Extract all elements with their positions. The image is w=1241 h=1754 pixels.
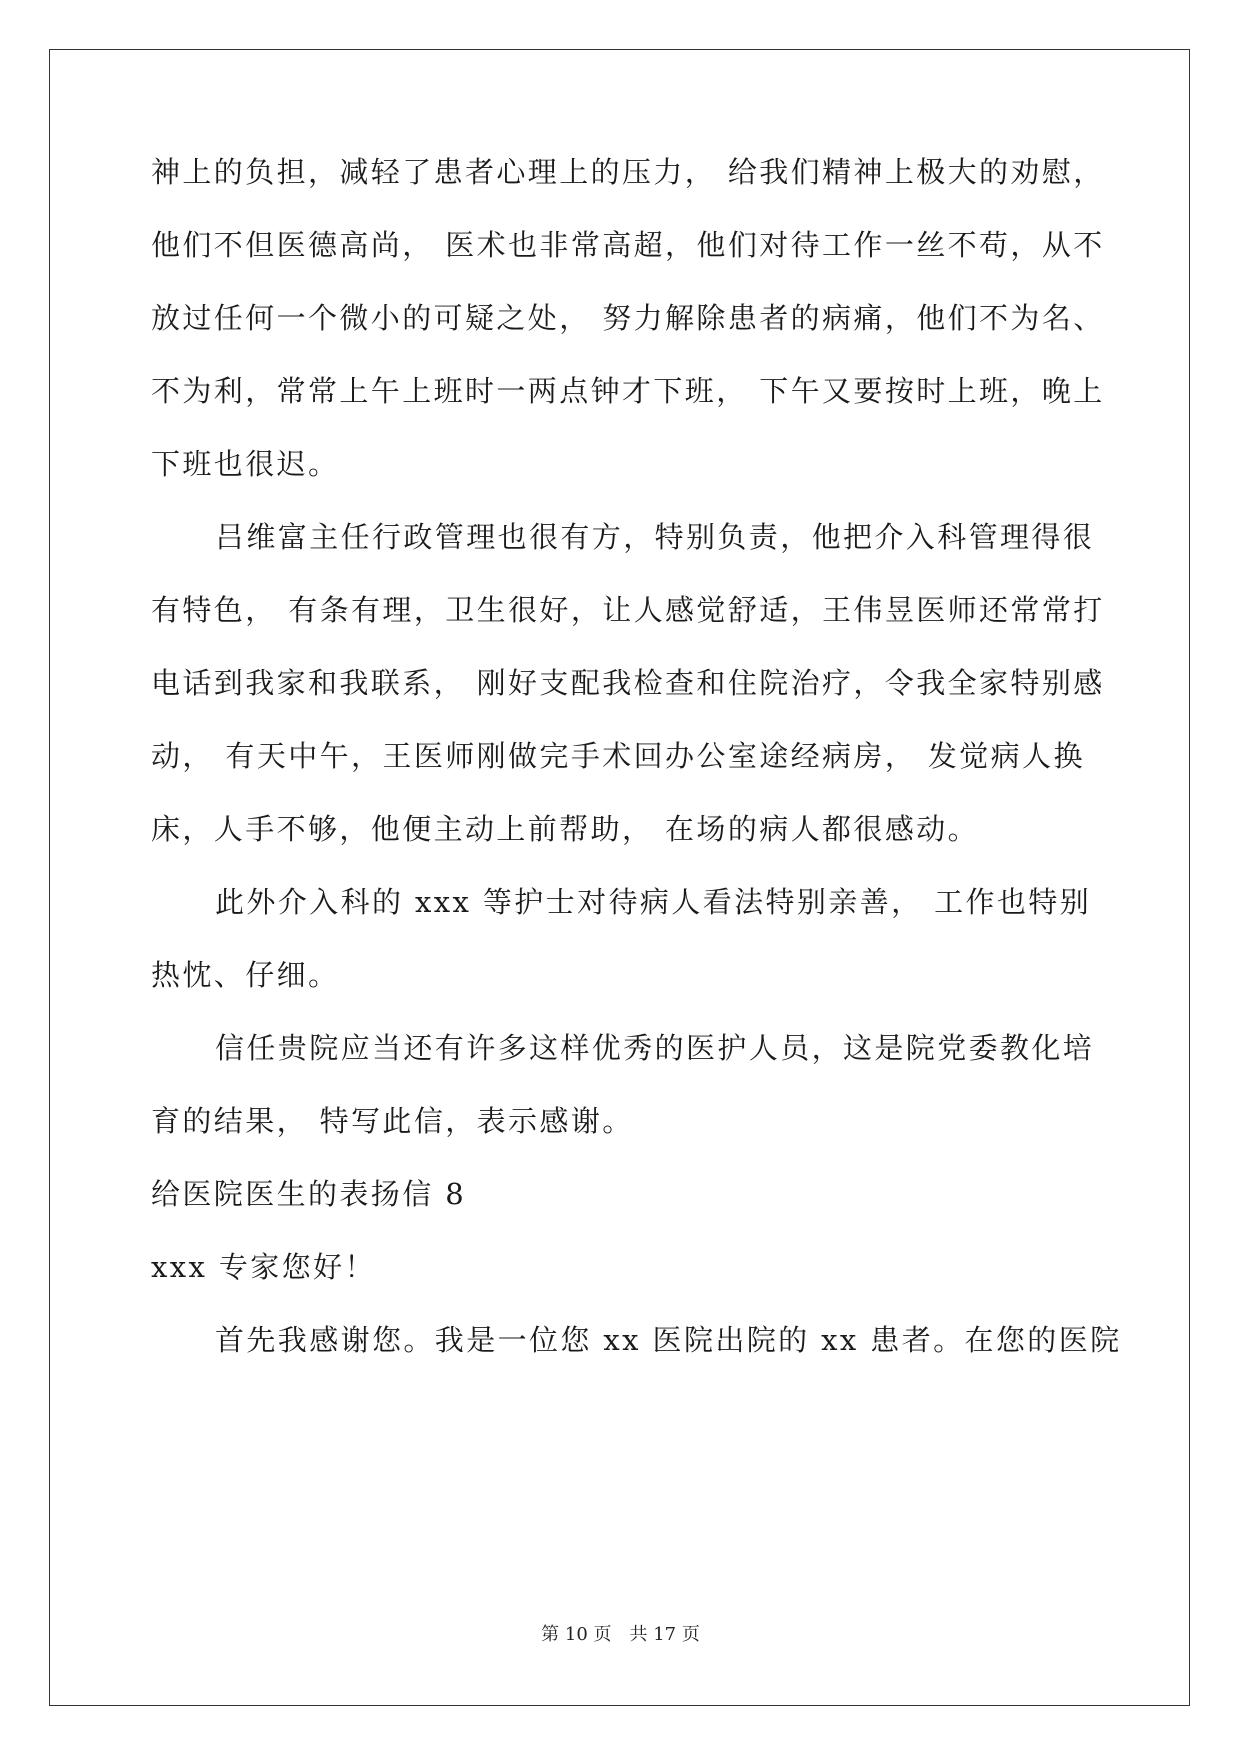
text-line: 放过任何一个微小的可疑之处， 努力解除患者的病痛，他们不为名、 [151, 301, 1105, 335]
text-line: 热忱、仔细。 [151, 958, 340, 992]
text-line: 下班也很迟。 [151, 447, 340, 481]
text-line: 电话到我家和我联系， 刚好支配我检查和住院治疗，令我全家特别感 [151, 666, 1105, 700]
page-number-current: 第 10 页 [541, 1624, 612, 1645]
section-heading: 给医院医生的表扬信 8 [151, 1177, 467, 1211]
text-line: 他们不但医德高尚， 医术也非常高超，他们对待工作一丝不苟，从不 [151, 228, 1105, 262]
page-footer [0, 1620, 1241, 1646]
paragraph-start-line: 首先我感谢您。我是一位您 xx 医院出院的 xx 患者。在您的医院 [215, 1323, 1122, 1357]
salutation: xxx 专家您好！ [151, 1250, 376, 1284]
paragraph-start-line: 此外介入科的 xxx 等护士对待病人看法特别亲善， 工作也特别 [215, 885, 1092, 919]
text-line: 神上的负担，减轻了患者心理上的压力， 给我们精神上极大的劝慰， [151, 155, 1105, 189]
text-line: 床，人手不够，他便主动上前帮助， 在场的病人都很感动。 [151, 812, 980, 846]
text-line: 育的结果， 特写此信，表示感谢。 [151, 1104, 634, 1138]
text-line: 有特色， 有条有理，卫生很好，让人感觉舒适，王伟昱医师还常常打 [151, 593, 1105, 627]
paragraph-start-line: 吕维富主任行政管理也很有方，特别负责，他把介入科管理得很 [215, 520, 1095, 554]
paragraph-start-line: 信任贵院应当还有许多这样优秀的医护人员，这是院党委教化培 [215, 1031, 1095, 1065]
text-line: 不为利，常常上午上班时一两点钟才下班， 下午又要按时上班，晚上 [151, 374, 1105, 408]
page-number-total: 共 17 页 [629, 1624, 700, 1645]
text-line: 动， 有天中午，王医师刚做完手术回办公室途经病房， 发觉病人换 [151, 739, 1085, 773]
